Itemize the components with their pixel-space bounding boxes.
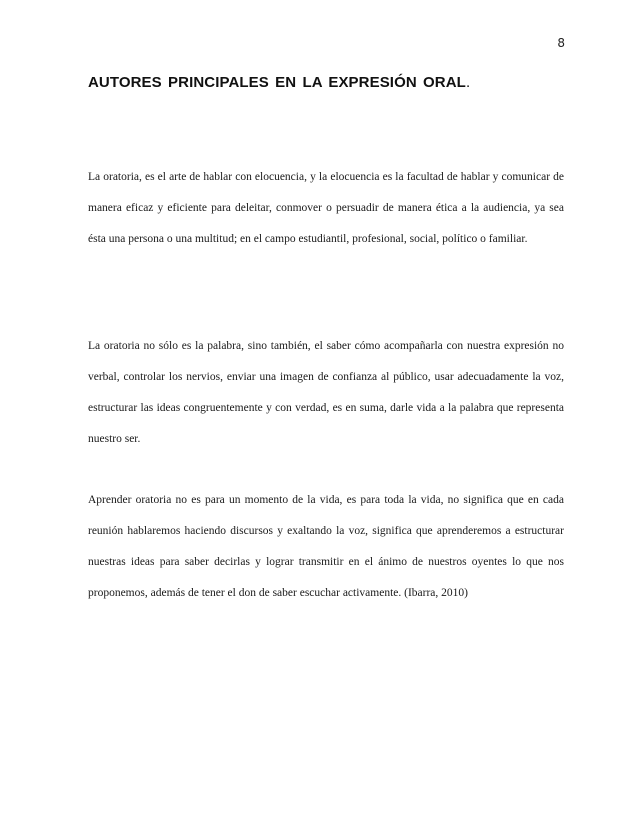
paragraph-oratoria-definition: La oratoria, es el arte de hablar con elocuencia, y la elocuencia es la facultad de hablar y comunicar de manera eficaz y eficiente para deleitar, conmover o persuadir de manera ética a la audiencia, ya sea ésta una persona o una multitud; en el campo estudiantil, profesional, social, político o familiar. <box>88 171 564 245</box>
page-number: 8 <box>557 36 565 50</box>
paragraph-oratoria-expression: La oratoria no sólo es la palabra, sino también, el saber cómo acompañarla con nuestra expresión no verbal, controlar los nervios, enviar una imagen de confianza al público, usar adecuadamente la voz, estructurar las ideas congruentemente y con verdad, es en suma, darle vida a la palabra que representa nuestro ser. <box>88 340 564 445</box>
section-heading <box>88 74 470 91</box>
section-heading-text: AUTORES PRINCIPALES EN LA EXPRESIÓN ORAL <box>88 74 466 91</box>
paragraph-learning-oratoria: Aprender oratoria no es para un momento de la vida, es para toda la vida, no significa que en cada reunión hablaremos haciendo discursos y exaltando la voz, significa que aprenderemos a estructurar nuestras ideas para saber decirlas y lograr transmitir en el ánimo de nuestros oyentes lo que nos proponemos, además de tener el don de saber escuchar activamente. (Ibarra, 2010) <box>88 494 564 599</box>
section-heading-period: . <box>465 74 471 91</box>
